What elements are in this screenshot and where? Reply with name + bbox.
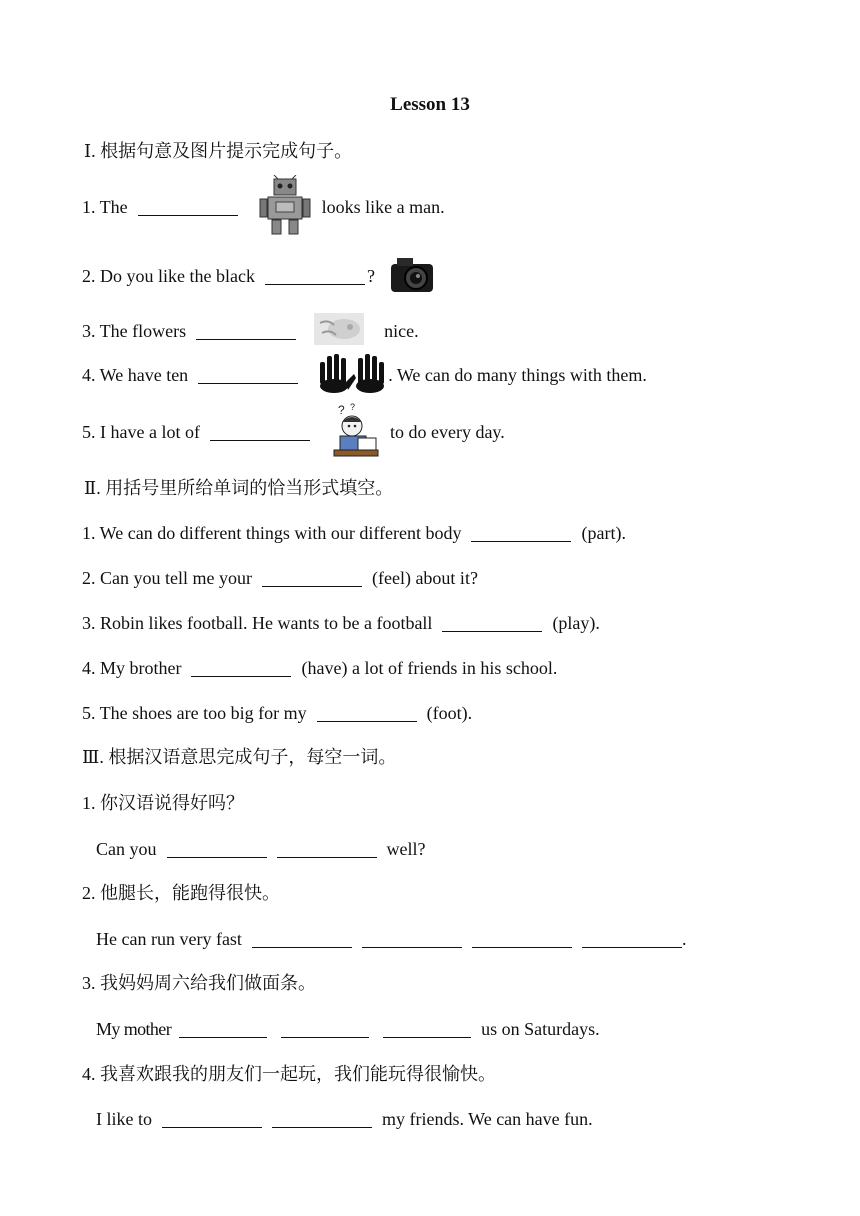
answer-blank[interactable] (210, 424, 310, 441)
s1-item-5 (82, 401, 505, 460)
s2-item-5-before: 5. The shoes are too big for my (82, 703, 307, 723)
s2-item-4-after: (have) a lot of friends in his school. (301, 658, 558, 678)
answer-blank[interactable] (252, 931, 352, 948)
answer-blank[interactable] (277, 841, 377, 858)
answer-blank[interactable] (582, 931, 682, 948)
section3-heading: Ⅲ. 根据汉语意思完成句子，每空一词。 (82, 747, 397, 767)
s1-item-3-after: nice. (384, 321, 419, 341)
s2-item-3-after: (play). (552, 613, 600, 633)
s3-item-1-cn: 1. 你汉语说得好吗？ (82, 793, 244, 813)
answer-blank[interactable] (167, 841, 267, 858)
hands-fingers-icon (316, 352, 388, 399)
s3-item-3 (96, 1018, 600, 1040)
s1-item-1 (82, 190, 445, 224)
s3-item-2-before: He can run very fast (96, 929, 242, 949)
s1-item-3 (82, 314, 419, 348)
answer-blank[interactable] (362, 931, 462, 948)
s3-item-1-before: Can you (96, 839, 157, 859)
s1-item-2-before: 2. Do you like the black (82, 266, 255, 286)
s3-item-4 (96, 1108, 593, 1130)
s3-item-3-before: My mother (96, 1019, 172, 1039)
s3-item-1-after: well? (386, 839, 426, 859)
s1-item-1-after: looks like a man. (321, 197, 445, 217)
s2-item-4 (82, 657, 557, 679)
student-homework-icon (328, 402, 382, 463)
s2-item-1-before: 1. We can do different things with our different body (82, 523, 462, 543)
s3-item-4-after: my friends. We can have fun. (382, 1109, 593, 1129)
s2-item-1-after: (part). (581, 523, 626, 543)
s3-item-2-after: . (681, 929, 687, 949)
s3-item-4-cn: 4. 我喜欢跟我的朋友们一起玩，我们能玩得很愉快。 (82, 1064, 496, 1084)
s2-item-2-after: (feel) about it? (371, 568, 478, 588)
answer-blank[interactable] (179, 1021, 267, 1038)
answer-blank[interactable] (191, 660, 291, 677)
answer-blank[interactable] (272, 1111, 372, 1128)
s3-item-3-cn: 3. 我妈妈周六给我们做面条。 (82, 973, 316, 993)
s3-item-4-before: I like to (96, 1109, 152, 1129)
s3-item-1 (96, 838, 425, 860)
s2-item-5-after: (foot). (426, 703, 473, 723)
answer-blank[interactable] (442, 615, 542, 632)
s3-item-2 (96, 928, 686, 950)
s1-item-2 (82, 256, 445, 296)
answer-blank[interactable] (198, 367, 298, 384)
answer-blank[interactable] (262, 570, 362, 587)
answer-blank[interactable] (317, 705, 417, 722)
answer-blank[interactable] (383, 1021, 471, 1038)
s1-item-5-before: 5. I have a lot of (82, 422, 200, 442)
answer-blank[interactable] (162, 1111, 262, 1128)
s1-item-2-after: ? (366, 266, 375, 286)
s1-item-4 (82, 354, 647, 396)
s1-item-4-before: 4. We have ten (82, 365, 189, 385)
section2-heading: Ⅱ. 用括号里所给单词的恰当形式填空。 (84, 478, 394, 498)
s2-item-3-before: 3. Robin likes football. He wants to be a football (82, 613, 433, 633)
s1-item-4-after: . We can do many things with them. (388, 365, 647, 385)
section1-heading: Ⅰ. 根据句意及图片提示完成句子。 (84, 141, 353, 161)
camera-icon (389, 252, 437, 301)
s2-item-2 (82, 567, 478, 589)
s1-item-3-before: 3. The flowers (82, 321, 187, 341)
s3-item-2-cn: 2. 他腿长，能跑得很快。 (82, 883, 280, 903)
nose-smelling-icon (314, 313, 364, 350)
answer-blank[interactable] (265, 268, 365, 285)
s1-item-1-before: 1. The (82, 197, 128, 217)
answer-blank[interactable] (472, 931, 572, 948)
answer-blank[interactable] (138, 199, 238, 216)
s2-item-3 (82, 612, 600, 634)
s2-item-2-before: 2. Can you tell me your (82, 568, 252, 588)
svg-text:?: ? (337, 402, 345, 417)
s2-item-1 (82, 522, 626, 544)
lesson-title: Lesson 13 (390, 94, 470, 115)
answer-blank[interactable] (196, 323, 296, 340)
robot-icon (256, 175, 314, 240)
s2-item-5 (82, 702, 472, 724)
s2-item-4-before: 4. My brother (82, 658, 182, 678)
s1-item-5-after: to do every day. (389, 422, 505, 442)
s3-item-3-after: us on Saturdays. (481, 1019, 600, 1039)
svg-text:?: ? (349, 401, 355, 412)
answer-blank[interactable] (281, 1021, 369, 1038)
answer-blank[interactable] (471, 525, 571, 542)
